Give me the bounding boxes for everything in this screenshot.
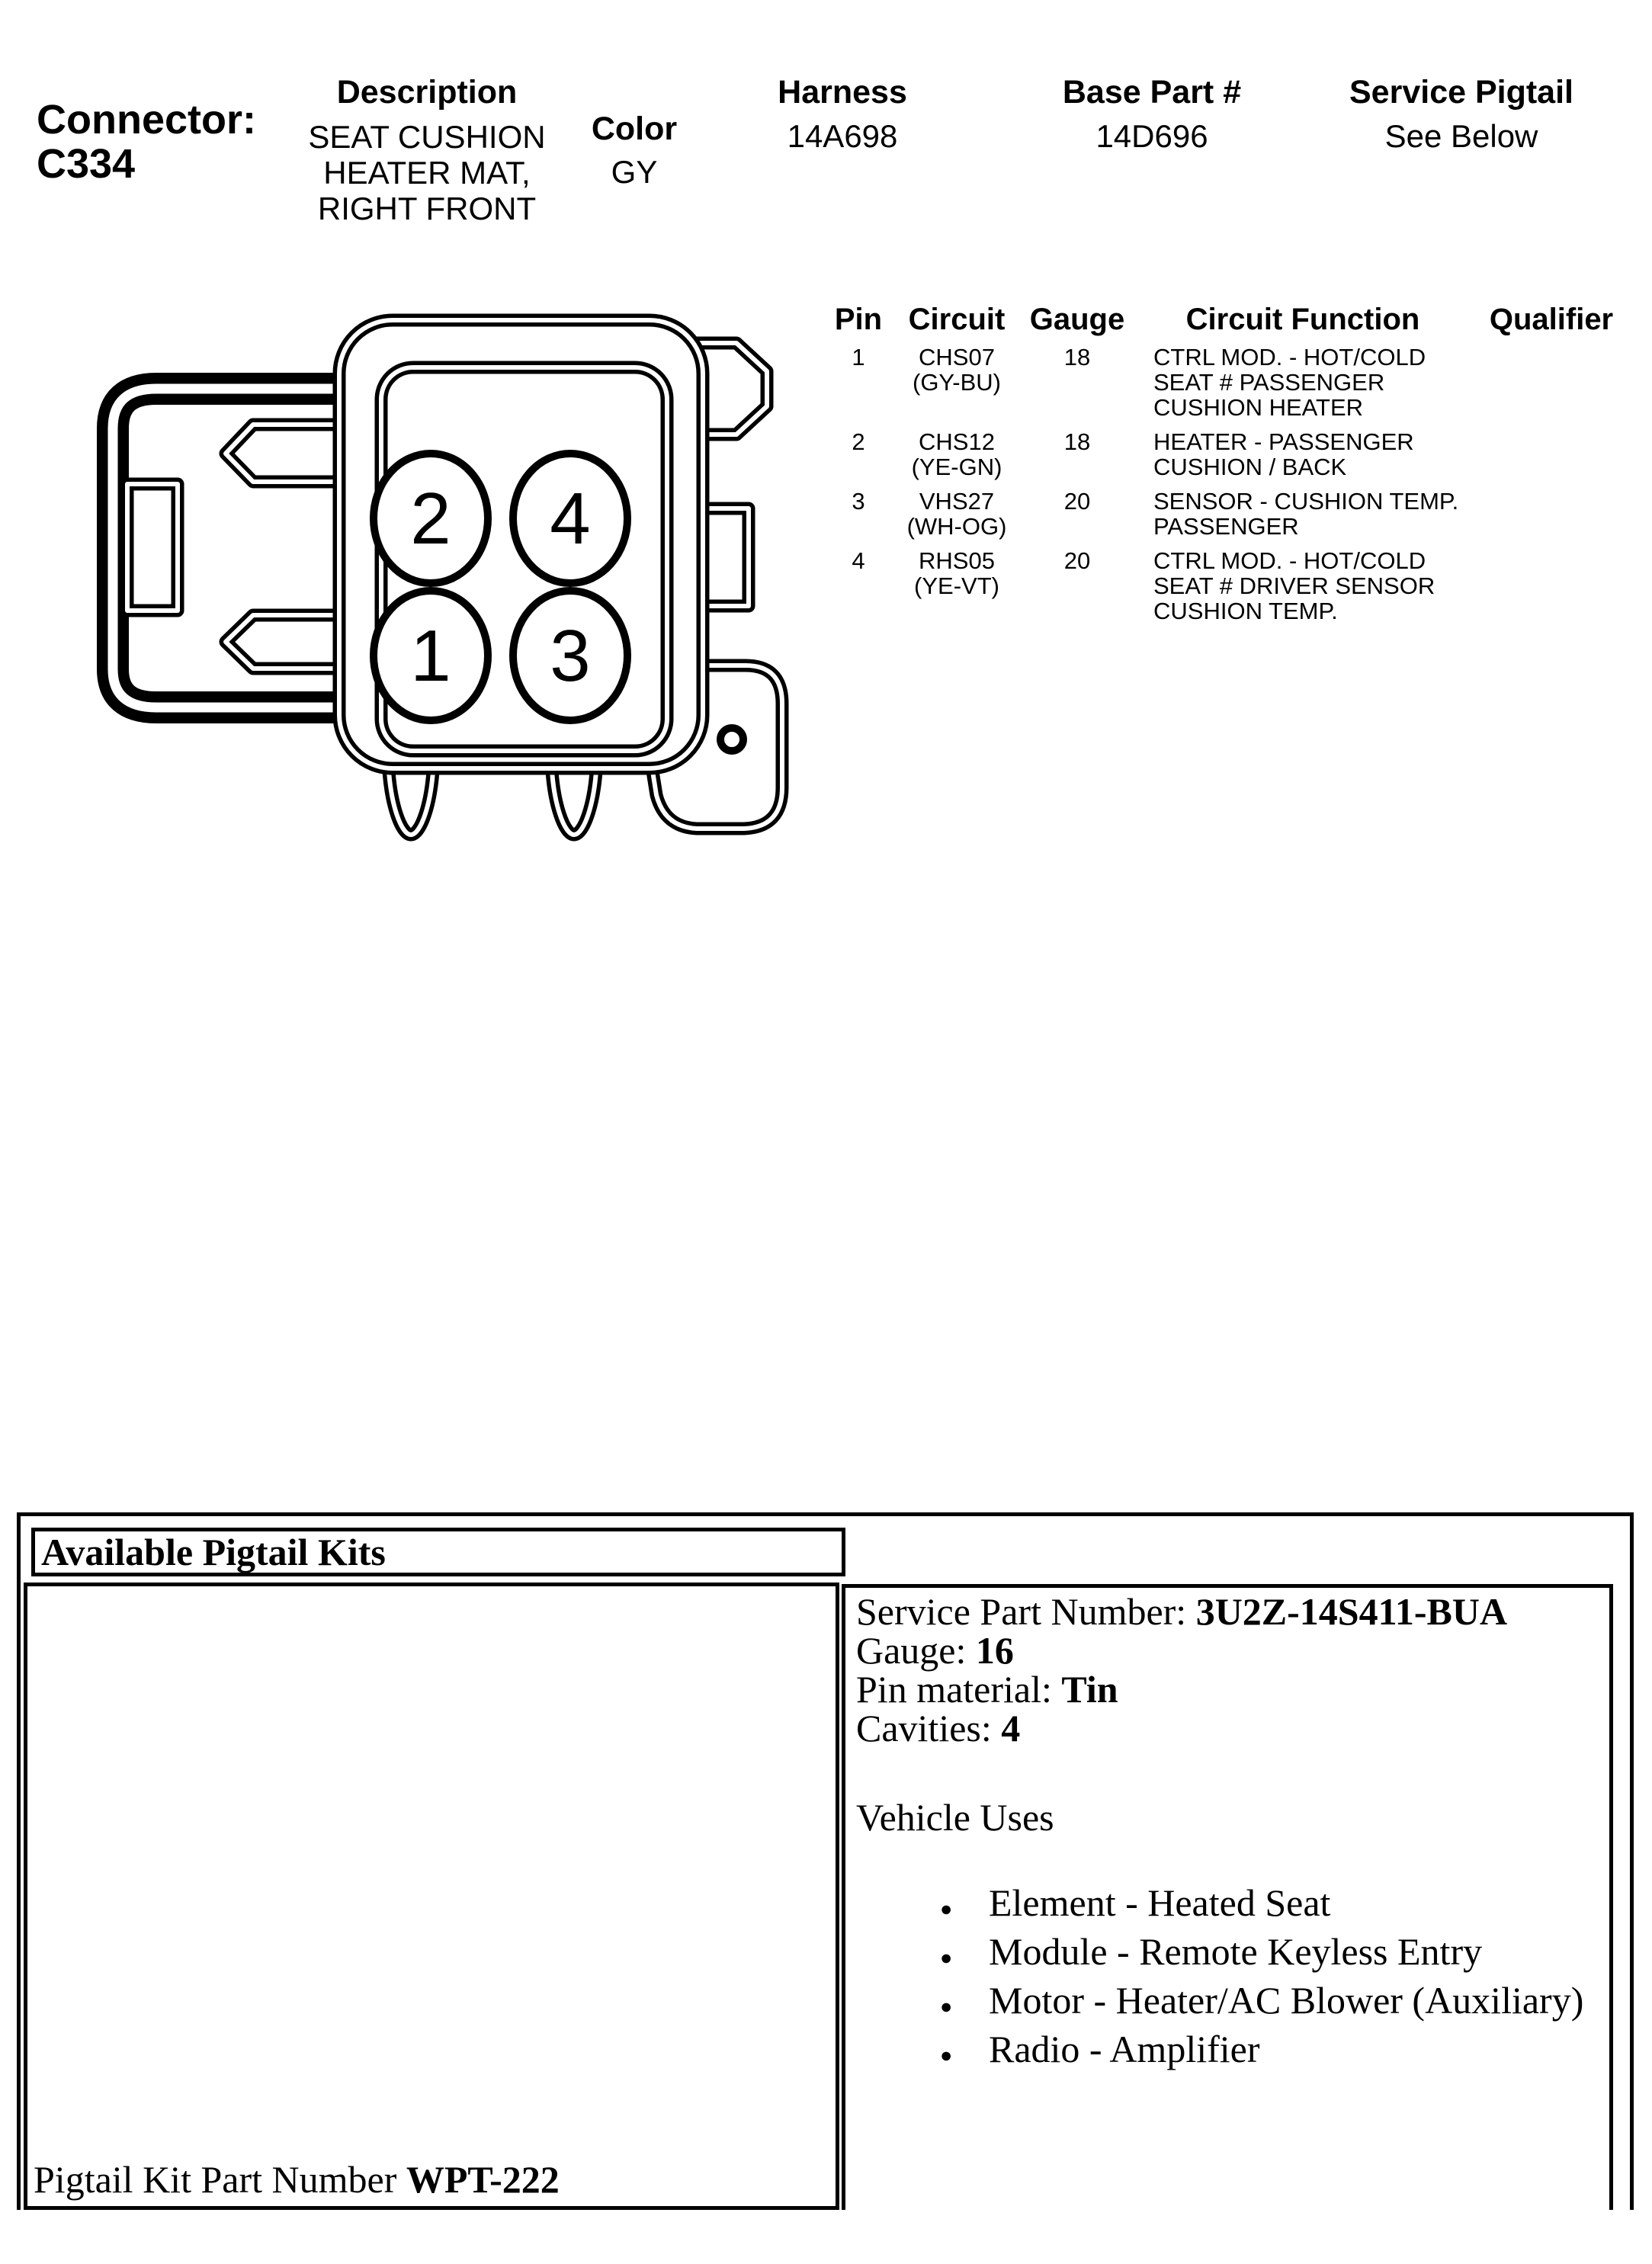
service-part-cell [842, 1584, 1613, 2210]
pin-cell: 4 [852, 547, 865, 574]
circuit-code: RHS05 [919, 547, 995, 574]
detail-value: 4 [1001, 1707, 1021, 1749]
bracket-tab [127, 484, 178, 611]
base-part-value: 14D696 [1095, 118, 1208, 154]
circuit-cell [893, 489, 1020, 539]
color-label: Color [591, 111, 678, 147]
wire-color: (YE-GN) [911, 454, 1002, 480]
pin-cell: 2 [852, 428, 865, 455]
header-col-base-part [1060, 75, 1243, 154]
detail-value: 3U2Z-14S411-BUA [1195, 1590, 1508, 1633]
circuit-cell [893, 345, 1020, 420]
detail-line [856, 1670, 1603, 1709]
pigtail-kits-section [17, 1512, 1634, 2210]
foot-hole [720, 728, 743, 751]
function-line: CUSHION TEMP. [1153, 598, 1338, 624]
pin-table [823, 302, 1631, 633]
description-label: Description [336, 74, 518, 111]
bullet-icon: ● [940, 1995, 953, 2018]
description-line: SEAT CUSHION [308, 119, 546, 155]
bullet-icon: ● [940, 1897, 953, 1920]
pin-table-row [823, 345, 1631, 420]
pin-table-row [823, 548, 1631, 624]
vehicle-use-text: Element - Heated Seat [989, 1881, 1331, 1924]
function-line: CTRL MOD. - HOT/COLD [1153, 344, 1426, 370]
pigtail-kits-title: Available Pigtail Kits [31, 1528, 845, 1576]
header-col-description [274, 75, 579, 226]
vehicle-uses-list [856, 1881, 1603, 2076]
circuit-code: CHS07 [919, 344, 995, 370]
bullet-icon: ● [940, 1946, 953, 1969]
pin-number-bottom-left: 1 [410, 615, 451, 697]
pin-cell: 3 [852, 488, 865, 515]
pigtail-kit-cell [24, 1583, 839, 2210]
service-pigtail-value: See Below [1384, 118, 1538, 154]
connector-diagram-icon [84, 301, 793, 842]
detail-value: 16 [975, 1629, 1014, 1672]
connector-label: Connector: [37, 97, 256, 143]
col-header-circuit: Circuit [908, 303, 1006, 336]
pin-number-top-right: 4 [550, 478, 591, 560]
col-header-pin: Pin [834, 303, 883, 336]
vehicle-use-item [856, 1881, 1603, 1930]
gauge-cell: 20 [1063, 488, 1091, 515]
gauge-cell: 18 [1063, 428, 1091, 455]
wire-color: (GY-BU) [913, 369, 1001, 396]
vehicle-use-item [856, 2028, 1603, 2076]
circuit-cell [893, 548, 1020, 624]
pin-table-row [823, 489, 1631, 539]
bullet-icon: ● [940, 2044, 953, 2067]
qualifier-cell [1471, 548, 1631, 624]
circuit-cell [893, 429, 1020, 479]
vehicle-use-item [856, 1979, 1603, 2028]
function-line: CUSHION / BACK [1153, 454, 1347, 480]
qualifier-cell [1471, 429, 1631, 479]
detail-line [856, 1592, 1603, 1631]
qualifier-cell [1471, 345, 1631, 420]
function-line: CUSHION HEATER [1153, 394, 1364, 421]
header-col-color [577, 111, 691, 190]
vehicle-use-text: Module - Remote Keyless Entry [989, 1930, 1483, 1973]
pin-table-header [823, 302, 1631, 337]
detail-line [856, 1631, 1603, 1670]
pin-number-bottom-right: 3 [550, 615, 591, 697]
gauge-cell: 18 [1063, 344, 1091, 370]
function-line: SENSOR - CUSHION TEMP. [1153, 488, 1459, 515]
function-line: PASSENGER [1153, 513, 1299, 540]
connector-title [37, 98, 256, 186]
qualifier-cell [1471, 489, 1631, 539]
base-part-label: Base Part # [1062, 74, 1242, 111]
header-col-harness [766, 75, 919, 154]
detail-label: Gauge: [856, 1629, 976, 1672]
detail-value: Tin [1061, 1668, 1118, 1711]
harness-label: Harness [778, 74, 907, 111]
function-line: SEAT # PASSENGER [1153, 369, 1385, 396]
kit-label: Pigtail Kit Part Number [34, 2158, 406, 2201]
connector-id: C334 [37, 141, 136, 187]
description-line: RIGHT FRONT [317, 191, 537, 226]
vehicle-use-text: Radio - Amplifier [989, 2028, 1260, 2070]
description-value [274, 119, 579, 226]
description-line: HEATER MAT, [323, 155, 531, 191]
circuit-code: CHS12 [919, 428, 995, 455]
col-header-gauge: Gauge [1029, 303, 1125, 336]
function-cell [1134, 345, 1471, 420]
col-header-circuit-function: Circuit Function [1185, 303, 1420, 336]
function-line: CTRL MOD. - HOT/COLD [1153, 547, 1426, 574]
pin-table-row [823, 429, 1631, 479]
service-pigtail-label: Service Pigtail [1349, 74, 1573, 111]
detail-label: Service Part Number: [856, 1590, 1196, 1633]
kit-value: WPT-222 [406, 2158, 560, 2201]
pigtail-kit-part-number [34, 2157, 560, 2201]
function-cell [1134, 429, 1471, 479]
pin-number-top-left: 2 [410, 478, 451, 560]
circuit-code: VHS27 [919, 488, 995, 515]
harness-value: 14A698 [787, 118, 898, 154]
function-cell [1134, 489, 1471, 539]
header-col-service-pigtail [1347, 75, 1576, 154]
gauge-cell: 20 [1063, 547, 1091, 574]
vehicle-use-text: Motor - Heater/AC Blower (Auxiliary) [989, 1979, 1584, 2022]
detail-line [856, 1709, 1603, 1748]
col-header-qualifier: Qualifier [1489, 303, 1614, 336]
detail-label: Pin material: [856, 1668, 1062, 1711]
wire-color: (WH-OG) [906, 513, 1007, 540]
pin-cell: 1 [852, 344, 865, 370]
color-value: GY [611, 154, 658, 190]
vehicle-use-item [856, 1930, 1603, 1979]
function-line: SEAT # DRIVER SENSOR [1153, 572, 1435, 599]
function-line: HEATER - PASSENGER [1153, 428, 1414, 455]
detail-label: Cavities: [856, 1707, 1002, 1749]
function-cell [1134, 548, 1471, 624]
vehicle-uses-title: Vehicle Uses [856, 1796, 1054, 1839]
wire-color: (YE-VT) [914, 572, 999, 599]
